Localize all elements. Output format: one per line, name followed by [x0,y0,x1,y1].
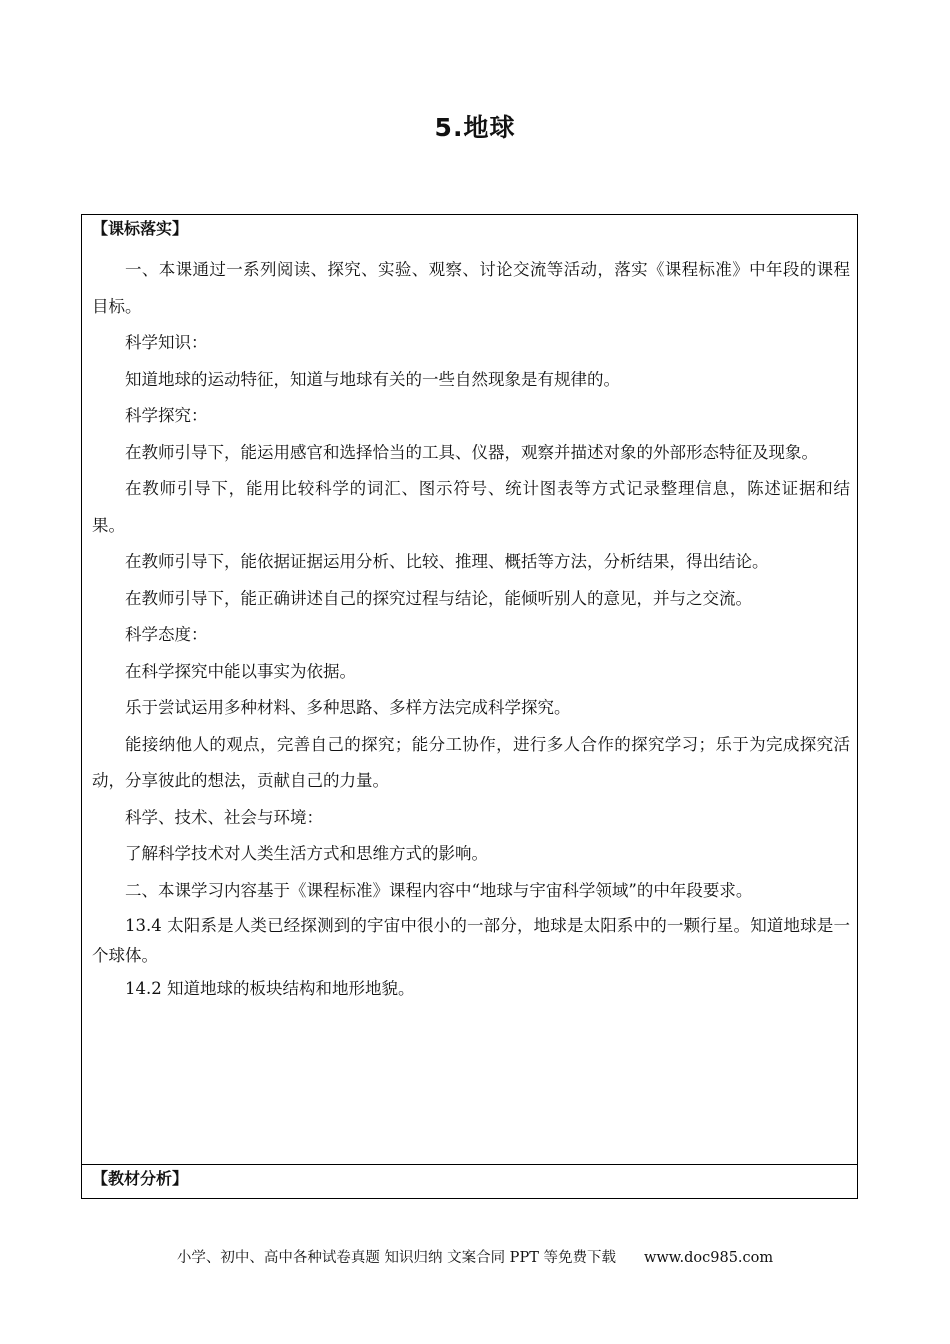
paragraph-knowledge: 知道地球的运动特征，知道与地球有关的一些自然现象是有规律的。 [125,369,620,389]
paragraph-inquiry-label: 科学探究： [125,406,208,425]
paragraph-inquiry-3: 在教师引导下，能依据证据运用分析、比较、推理、概括等方法，分析结果，得出结论。 [125,552,769,571]
paragraph-requirements: 二、本课学习内容基于《课程标准》课程内容中“地球与宇宙科学领域”的中年段要求。 [125,880,753,900]
footer-site-link[interactable]: www.doc985.com [643,1250,774,1266]
page-title: 5.地球 [434,113,516,142]
paragraph-stse: 了解科学技术对人类生活方式和思维方式的影响。 [125,844,488,863]
standards-table [81,214,858,1199]
section-heading-analysis: 【教材分析】 [92,1169,189,1188]
standards-content [92,252,850,1008]
paragraph-inquiry-2: 在教师引导下，能用比较科学的词汇、图示符号、统计图表等方式记录整理信息，陈述证据和结果。 [92,479,850,535]
paragraph-inquiry-4: 在教师引导下，能正确讲述自己的探究过程与结论，能倾听别人的意见，并与之交流。 [125,588,752,608]
paragraph-standard-13-4: 13.4 太阳系是人类已经探测到的宇宙中很小的一部分，地球是太阳系中的一颗行星。知道地球是一个球体。 [92,916,850,965]
paragraph-attitude-label: 科学态度： [125,625,208,644]
paragraph-stse-label: 科学、技术、社会与环境： [125,807,323,827]
paragraph-intro: 一、本课通过一系列阅读、探究、实验、观察、讨论交流等活动，落实《课程标准》中年段的课程目标。 [92,260,850,316]
paragraph-attitude-2: 乐于尝试运用多种材料、多种思路、多样方法完成科学探究。 [125,698,571,717]
paragraph-inquiry-1: 在教师引导下，能运用感官和选择恰当的工具、仪器，观察并描述对象的外部形态特征及现象。 [125,442,818,462]
paragraph-standard-14-2: 14.2 知道地球的板块结构和地形地貌。 [125,979,415,998]
footer-text: 小学、初中、高中各种试卷真题 知识归纳 文案合同 PPT 等免费下载 [176,1250,616,1266]
section-heading-standards: 【课标落实】 [92,219,189,238]
paragraph-attitude-3: 能接纳他人的观点，完善自己的探究；能分工协作，进行多人合作的探究学习；乐于为完成探究活动，分享彼此的想法，贡献自己的力量。 [92,734,850,790]
paragraph-attitude-1: 在科学探究中能以事实为依据。 [125,661,356,681]
page-footer [0,1246,950,1267]
paragraph-knowledge-label: 科学知识： [125,333,208,352]
section-divider [82,1164,857,1165]
